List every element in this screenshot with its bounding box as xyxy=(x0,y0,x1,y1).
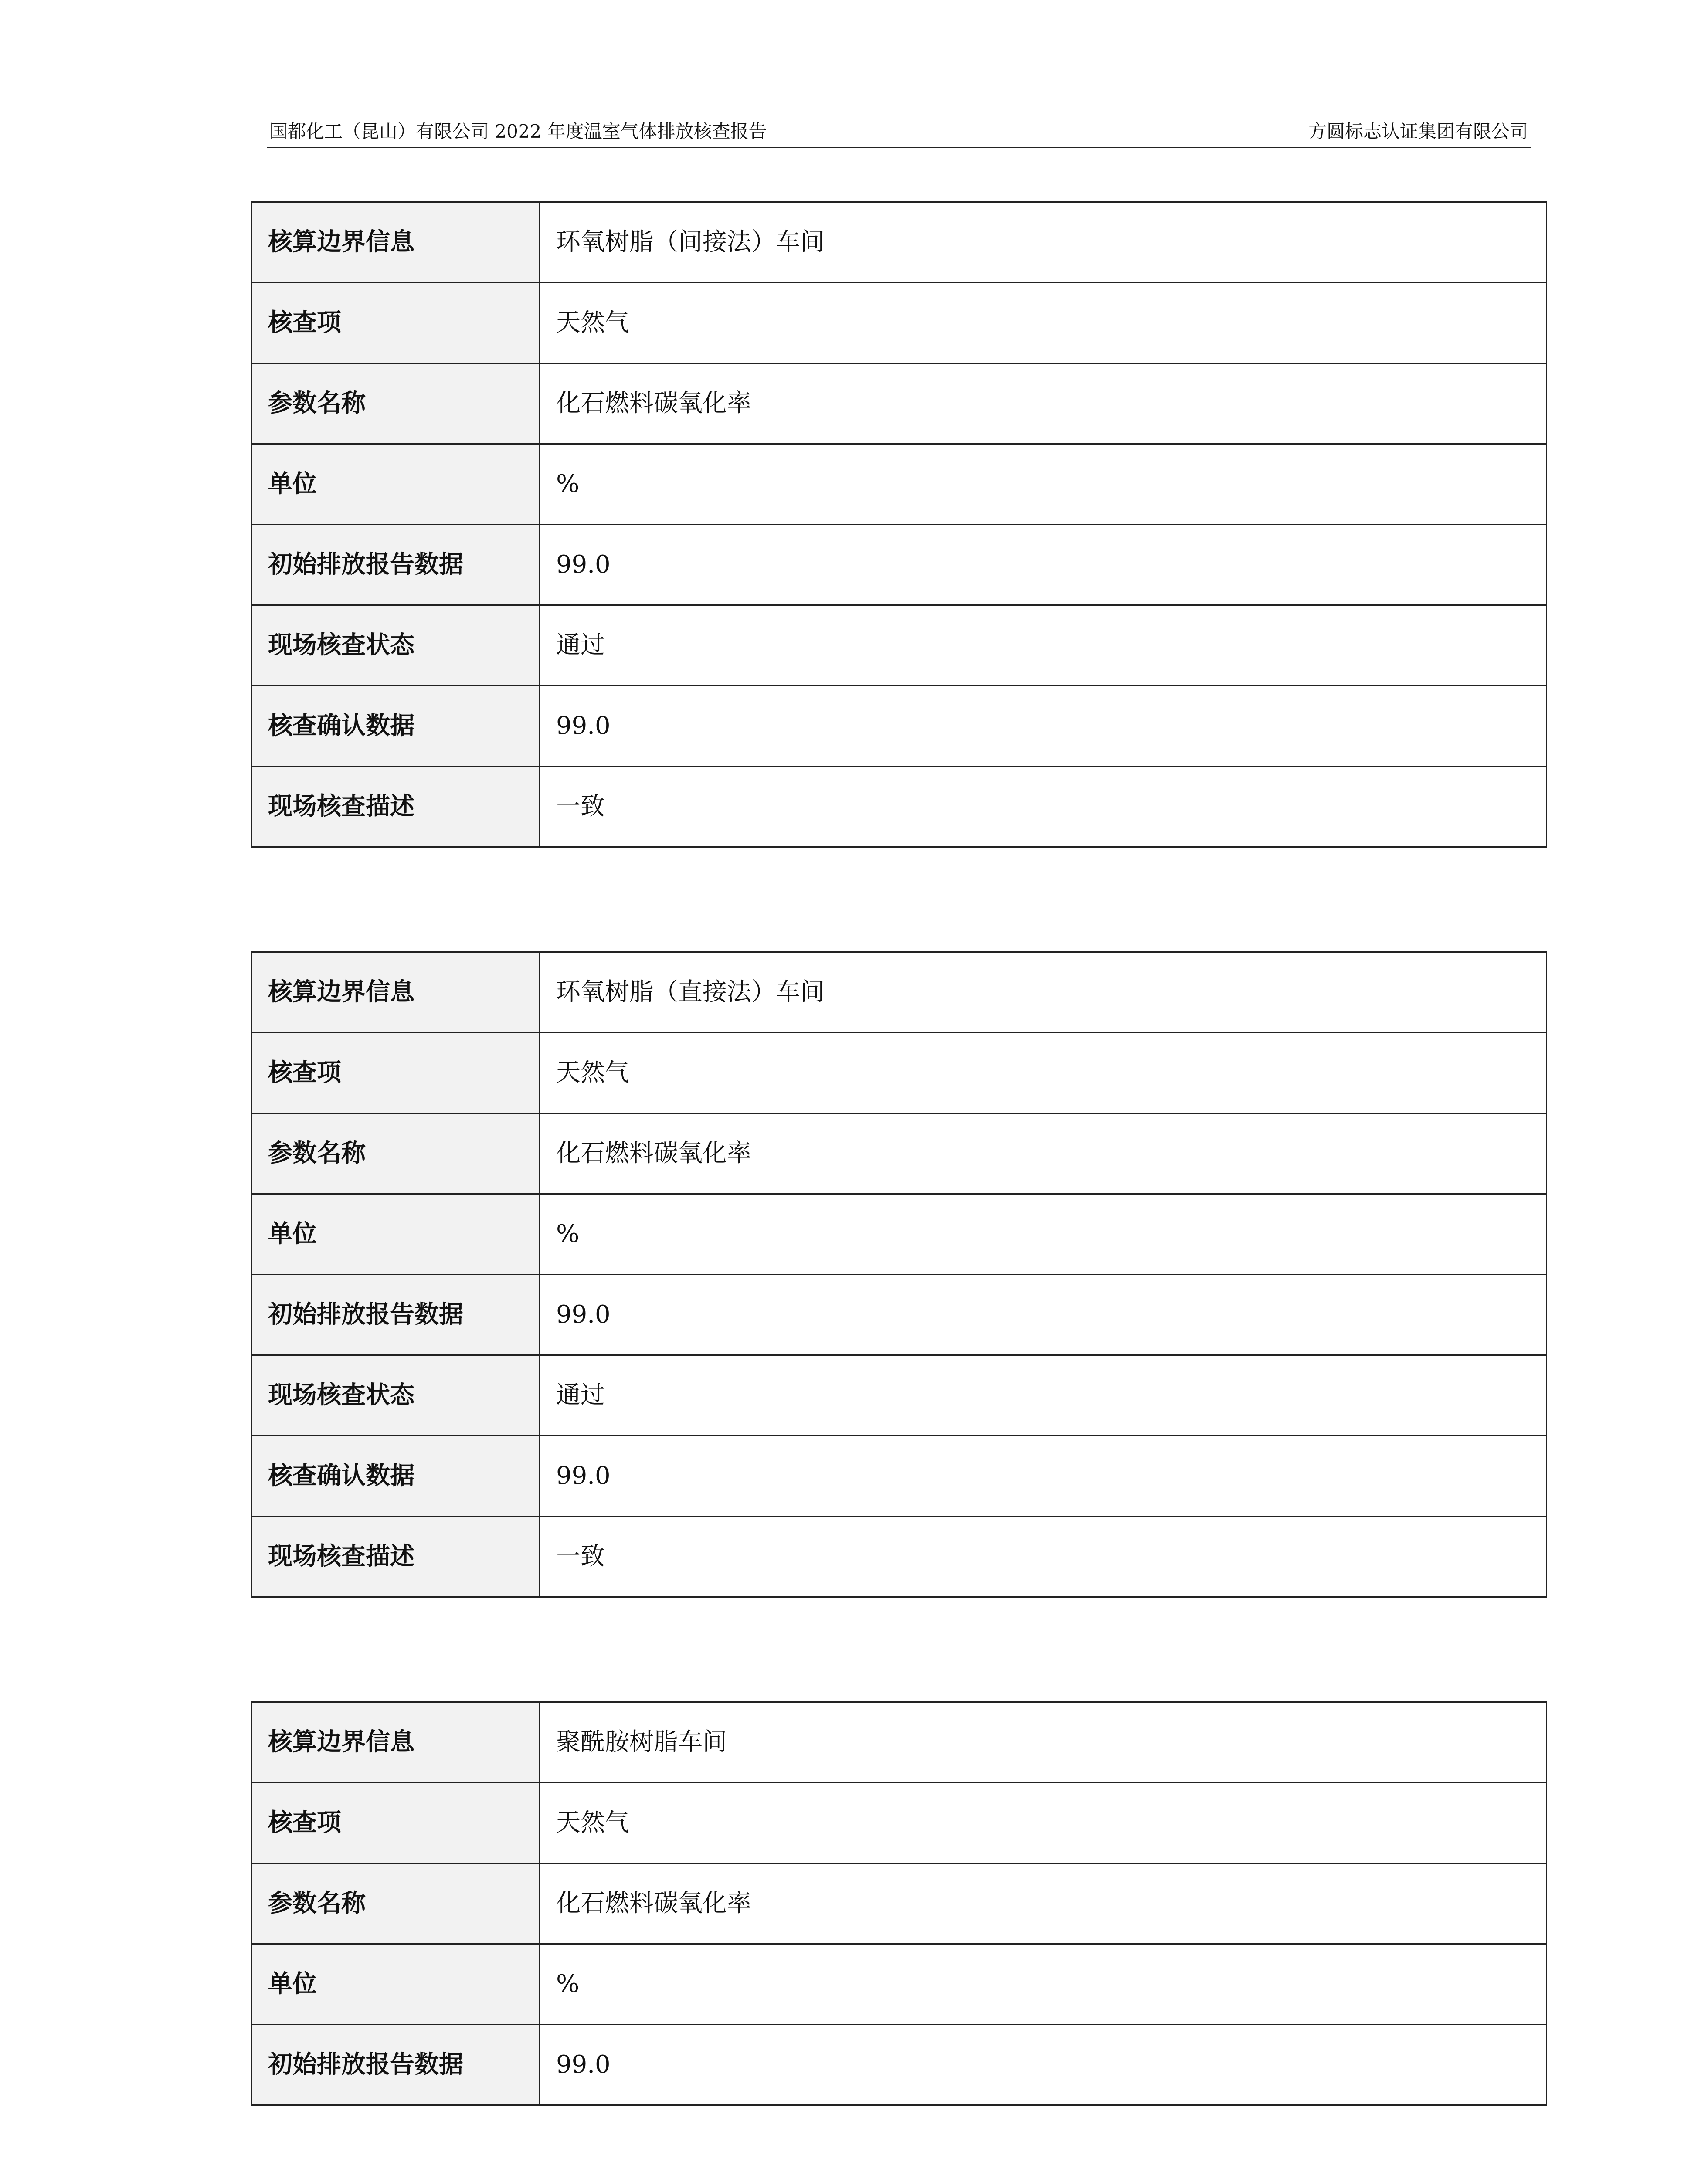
row-value-item: 天然气 xyxy=(540,1783,1547,1863)
parameter-table xyxy=(251,201,1547,848)
table-row xyxy=(252,525,1547,605)
row-label-unit: 单位 xyxy=(252,1944,540,2025)
table-row xyxy=(252,1436,1547,1517)
row-value-unit: % xyxy=(540,1194,1547,1275)
row-value-onsite-status: 通过 xyxy=(540,605,1547,686)
row-value-confirmed-data: 99.0 xyxy=(540,1436,1547,1517)
table-row xyxy=(252,1783,1547,1863)
verification-table-3 xyxy=(251,1701,1547,2106)
row-label-unit: 单位 xyxy=(252,444,540,525)
row-value-initial-data: 99.0 xyxy=(540,1275,1547,1355)
table-row xyxy=(252,1517,1547,1597)
table-row xyxy=(252,202,1547,283)
parameter-table xyxy=(251,951,1547,1598)
table-row xyxy=(252,767,1547,847)
row-value-boundary: 聚酰胺树脂车间 xyxy=(540,1702,1547,1783)
page-header xyxy=(267,117,1531,148)
row-value-parameter: 化石燃料碳氧化率 xyxy=(540,363,1547,444)
parameter-table xyxy=(251,1701,1547,2106)
table-row xyxy=(252,283,1547,363)
row-label-parameter: 参数名称 xyxy=(252,1113,540,1194)
row-label-unit: 单位 xyxy=(252,1194,540,1275)
row-label-onsite-description: 现场核查描述 xyxy=(252,1517,540,1597)
row-label-parameter: 参数名称 xyxy=(252,363,540,444)
row-label-onsite-status: 现场核查状态 xyxy=(252,1355,540,1436)
row-label-boundary: 核算边界信息 xyxy=(252,1702,540,1783)
table-row xyxy=(252,686,1547,767)
table-row xyxy=(252,1113,1547,1194)
row-label-confirmed-data: 核查确认数据 xyxy=(252,686,540,767)
table-row xyxy=(252,363,1547,444)
row-value-confirmed-data: 99.0 xyxy=(540,686,1547,767)
row-label-initial-data: 初始排放报告数据 xyxy=(252,525,540,605)
table-row xyxy=(252,1033,1547,1113)
certification-company: 方圆标志认证集团有限公司 xyxy=(1308,121,1528,142)
row-label-boundary: 核算边界信息 xyxy=(252,202,540,283)
verification-table-2 xyxy=(251,951,1547,1598)
row-label-onsite-description: 现场核查描述 xyxy=(252,767,540,847)
row-label-initial-data: 初始排放报告数据 xyxy=(252,1275,540,1355)
table-row xyxy=(252,1194,1547,1275)
table-row xyxy=(252,1944,1547,2025)
table-row xyxy=(252,2025,1547,2105)
row-label-item: 核查项 xyxy=(252,1033,540,1113)
row-label-item: 核查项 xyxy=(252,1783,540,1863)
row-label-initial-data: 初始排放报告数据 xyxy=(252,2025,540,2105)
row-label-item: 核查项 xyxy=(252,283,540,363)
row-value-initial-data: 99.0 xyxy=(540,525,1547,605)
header-divider xyxy=(267,147,1531,148)
verification-table-1 xyxy=(251,201,1547,848)
row-value-parameter: 化石燃料碳氧化率 xyxy=(540,1113,1547,1194)
table-row xyxy=(252,1275,1547,1355)
row-label-confirmed-data: 核查确认数据 xyxy=(252,1436,540,1517)
table-row xyxy=(252,952,1547,1033)
table-row xyxy=(252,1355,1547,1436)
row-label-parameter: 参数名称 xyxy=(252,1863,540,1944)
table-row xyxy=(252,1702,1547,1783)
row-value-item: 天然气 xyxy=(540,283,1547,363)
row-value-boundary: 环氧树脂（直接法）车间 xyxy=(540,952,1547,1033)
row-value-onsite-status: 通过 xyxy=(540,1355,1547,1436)
report-title: 国都化工（昆山）有限公司 2022 年度温室气体排放核查报告 xyxy=(269,121,767,142)
row-value-unit: % xyxy=(540,1944,1547,2025)
table-row xyxy=(252,1863,1547,1944)
table-row xyxy=(252,444,1547,525)
row-value-onsite-description: 一致 xyxy=(540,1517,1547,1597)
row-value-item: 天然气 xyxy=(540,1033,1547,1113)
row-value-boundary: 环氧树脂（间接法）车间 xyxy=(540,202,1547,283)
row-value-onsite-description: 一致 xyxy=(540,767,1547,847)
row-label-boundary: 核算边界信息 xyxy=(252,952,540,1033)
row-label-onsite-status: 现场核查状态 xyxy=(252,605,540,686)
row-value-initial-data: 99.0 xyxy=(540,2025,1547,2105)
row-value-parameter: 化石燃料碳氧化率 xyxy=(540,1863,1547,1944)
table-row xyxy=(252,605,1547,686)
row-value-unit: % xyxy=(540,444,1547,525)
